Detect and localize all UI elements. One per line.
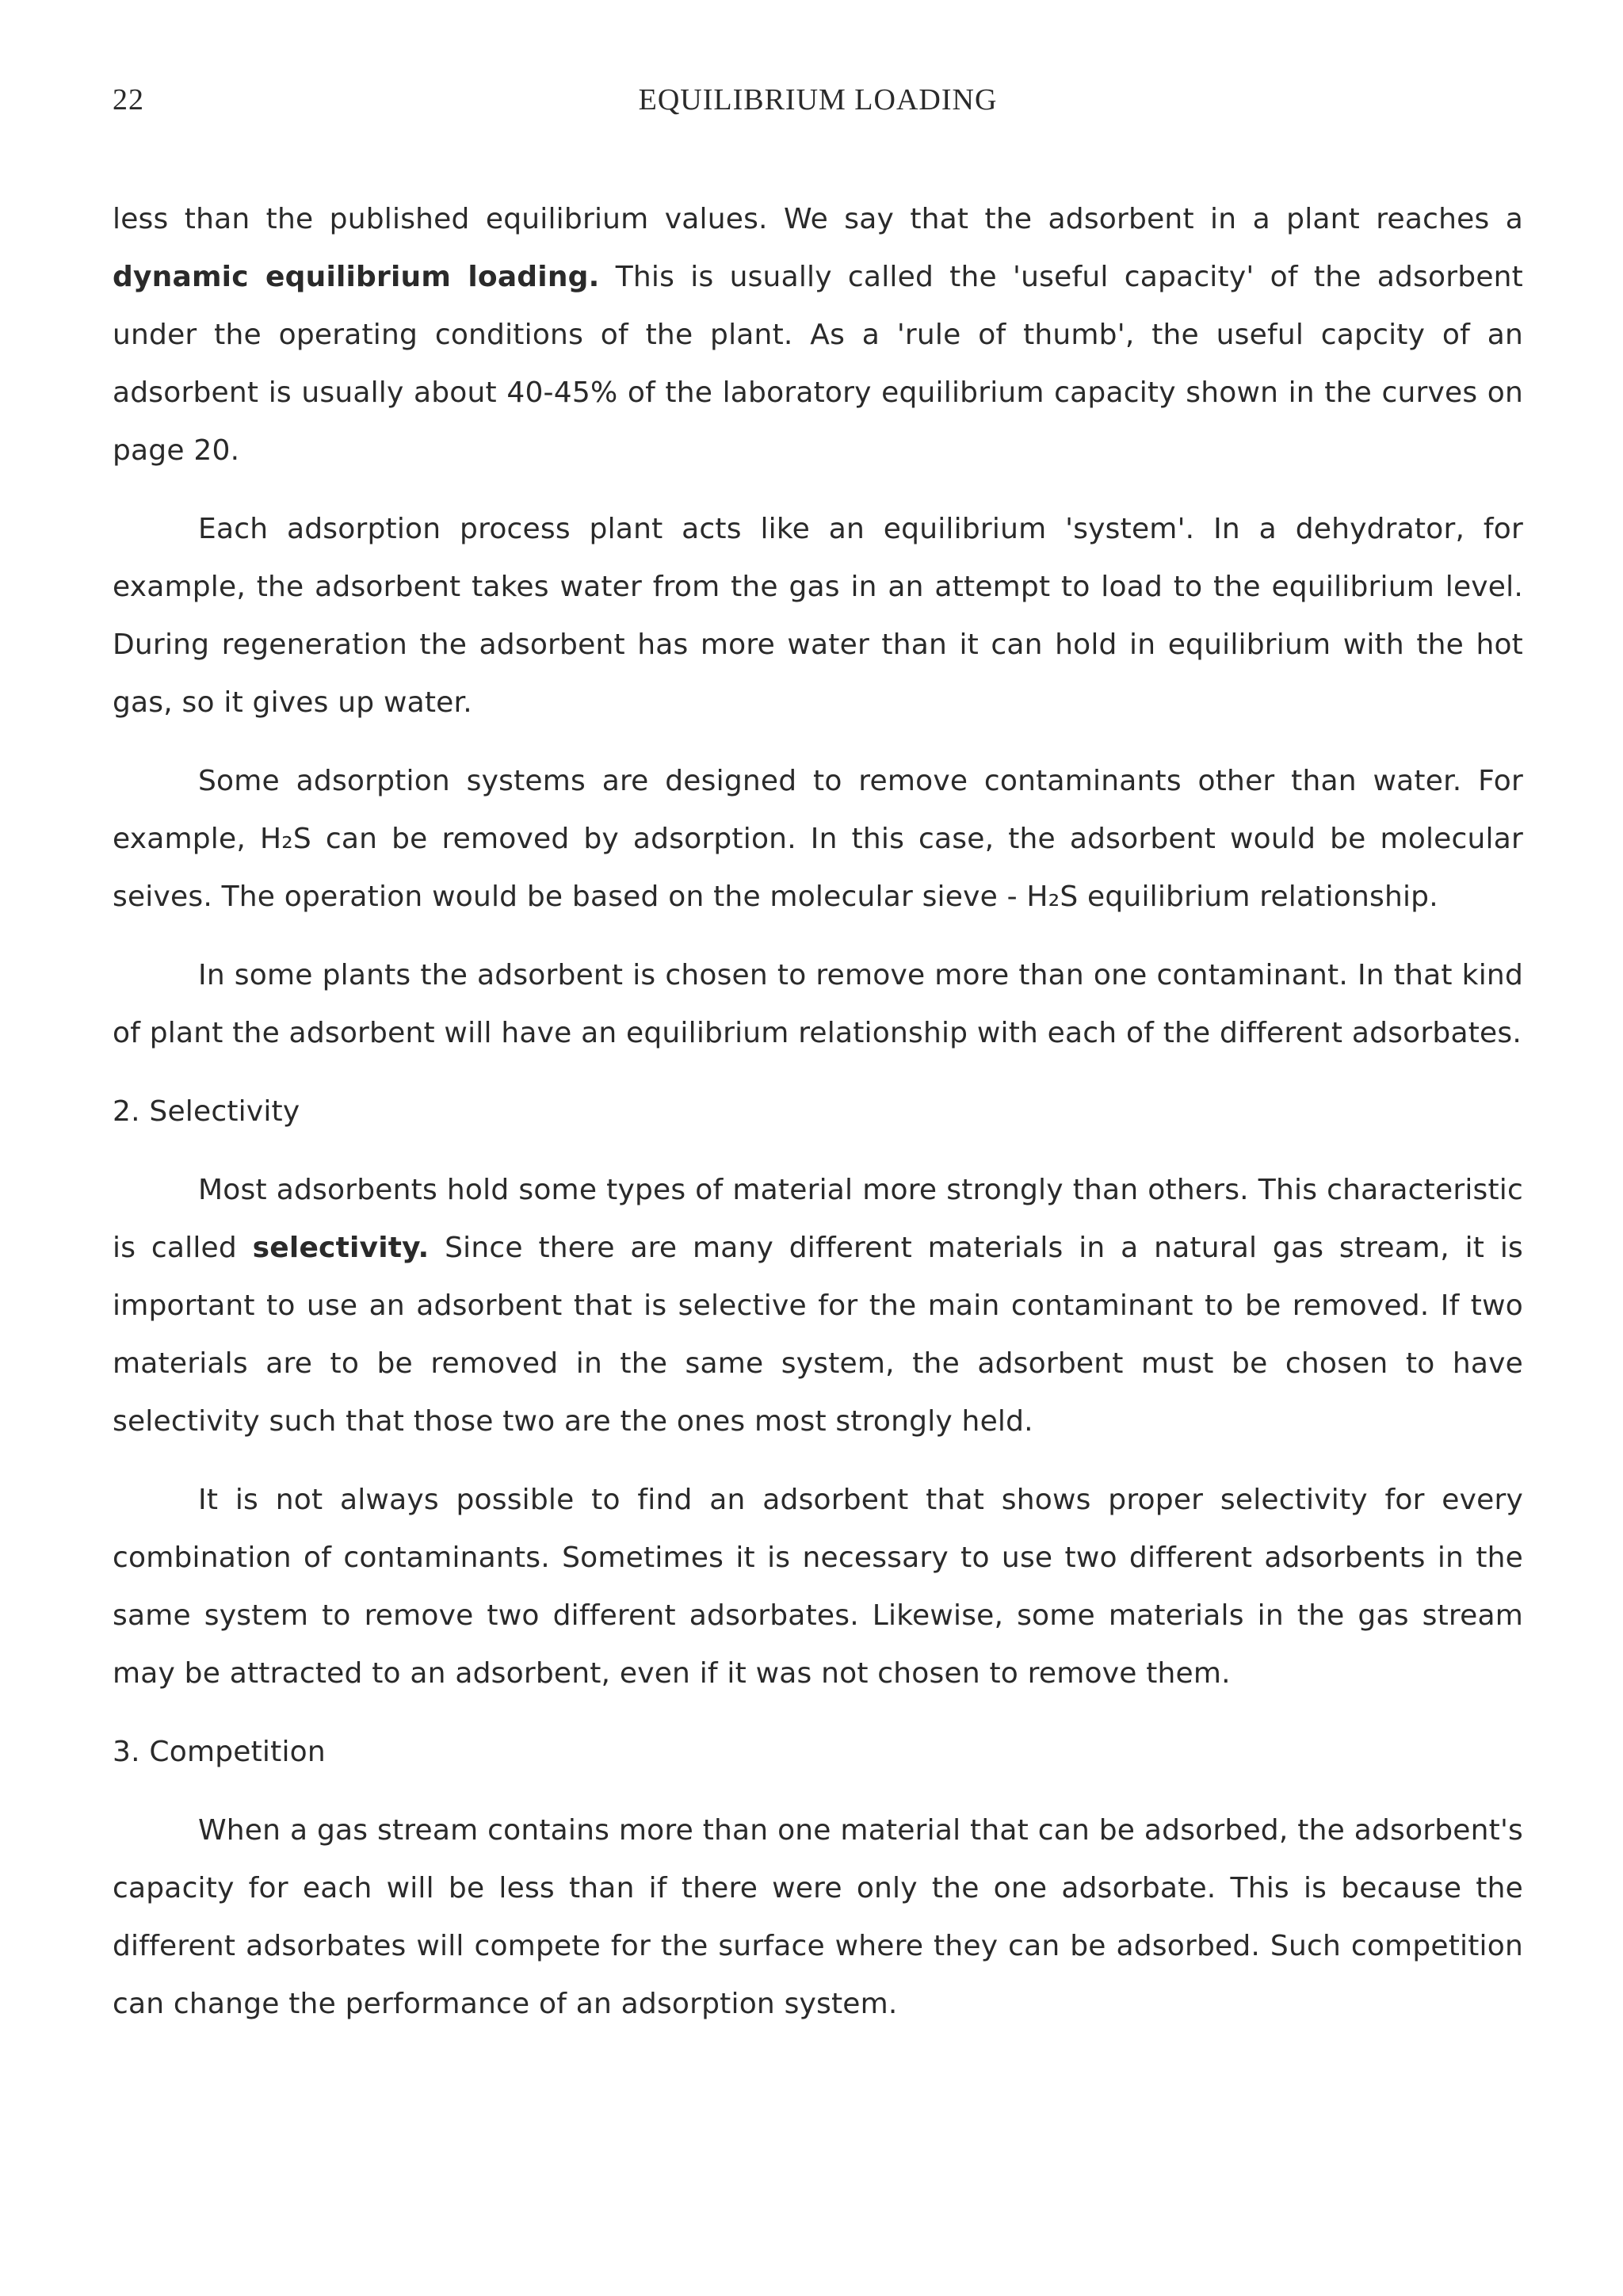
bold-term-dynamic-equilibrium-loading: dynamic equilibrium loading. [113,261,600,293]
section-heading-competition: 3. Competition [113,1736,326,1768]
paragraph-text: Most adsorbents hold some types of material more strongly than others. This characteristic is called [113,1174,1523,1264]
paragraph-equilibrium-system: Each adsorption process plant acts like an equilibrium 'system'. In a dehydrator, for example, the adsorbent takes water from the gas in an attempt to load to the equilibrium level. During regeneration the adsorbent has more water than it can hold in equilibrium with the hot gas, so it gives up water. [113,513,1523,719]
paragraph-competition: When a gas stream contains more than one material that can be adsorbed, the adsorbent's capacity for each will be less than if there were only the one adsorbate. This is because the different adsorbates will compete for the surface where they can be adsorbed. Such competition can change the performance of an adsorption system. [113,1814,1523,2020]
paragraph-dynamic-equilibrium [113,190,1523,479]
body-text [113,190,1523,2053]
paragraph-text: less than the published equilibrium values. We say that the adsorbent in a plant reaches a [113,203,1523,235]
paragraph-selectivity-combination: It is not always possible to find an adsorbent that shows proper selectivity for every combination of contaminants. Sometimes it is necessary to use two different adsorbents in the same system to remove two different adsorbates. Likewise, some materials in the gas stream may be attracted to an adsorbent, even if it was not chosen to remove them. [113,1484,1523,1690]
bold-term-selectivity: selectivity. [252,1232,430,1264]
page-number: 22 [113,83,144,117]
paragraph-text: This is usually called the 'useful capacity' of the adsorbent under the operating conditions of the plant. As a 'rule of thumb', the useful capcity of an adsorbent is usually about 40-45% of the laboratory equilibrium capacity shown in the curves on page 20. [113,261,1523,467]
page-header [113,82,1523,130]
section-heading-selectivity: 2. Selectivity [113,1095,300,1128]
paragraph-selectivity-definition [113,1161,1523,1450]
running-title: EQUILIBRIUM LOADING [638,83,998,117]
paragraph-other-contaminants: Some adsorption systems are designed to remove contaminants other than water. For example, H₂S can be removed by adsorption. In this case, the adsorbent would be molecular seives. The operation would be based on the molecular sieve - H₂S equilibrium relationship. [113,765,1523,913]
paragraph-multiple-contaminants: In some plants the adsorbent is chosen to remove more than one contaminant. In that kind of plant the adsorbent will have an equilibrium relationship with each of the different adsorbates. [113,959,1523,1049]
paragraph-text: Since there are many different materials in a natural gas stream, it is important to use an adsorbent that is selective for the main contaminant to be removed. If two materials are to be removed in the same system, the adsorbent must be chosen to have selectivity such that those two are the ones most strongly held. [113,1232,1523,1438]
